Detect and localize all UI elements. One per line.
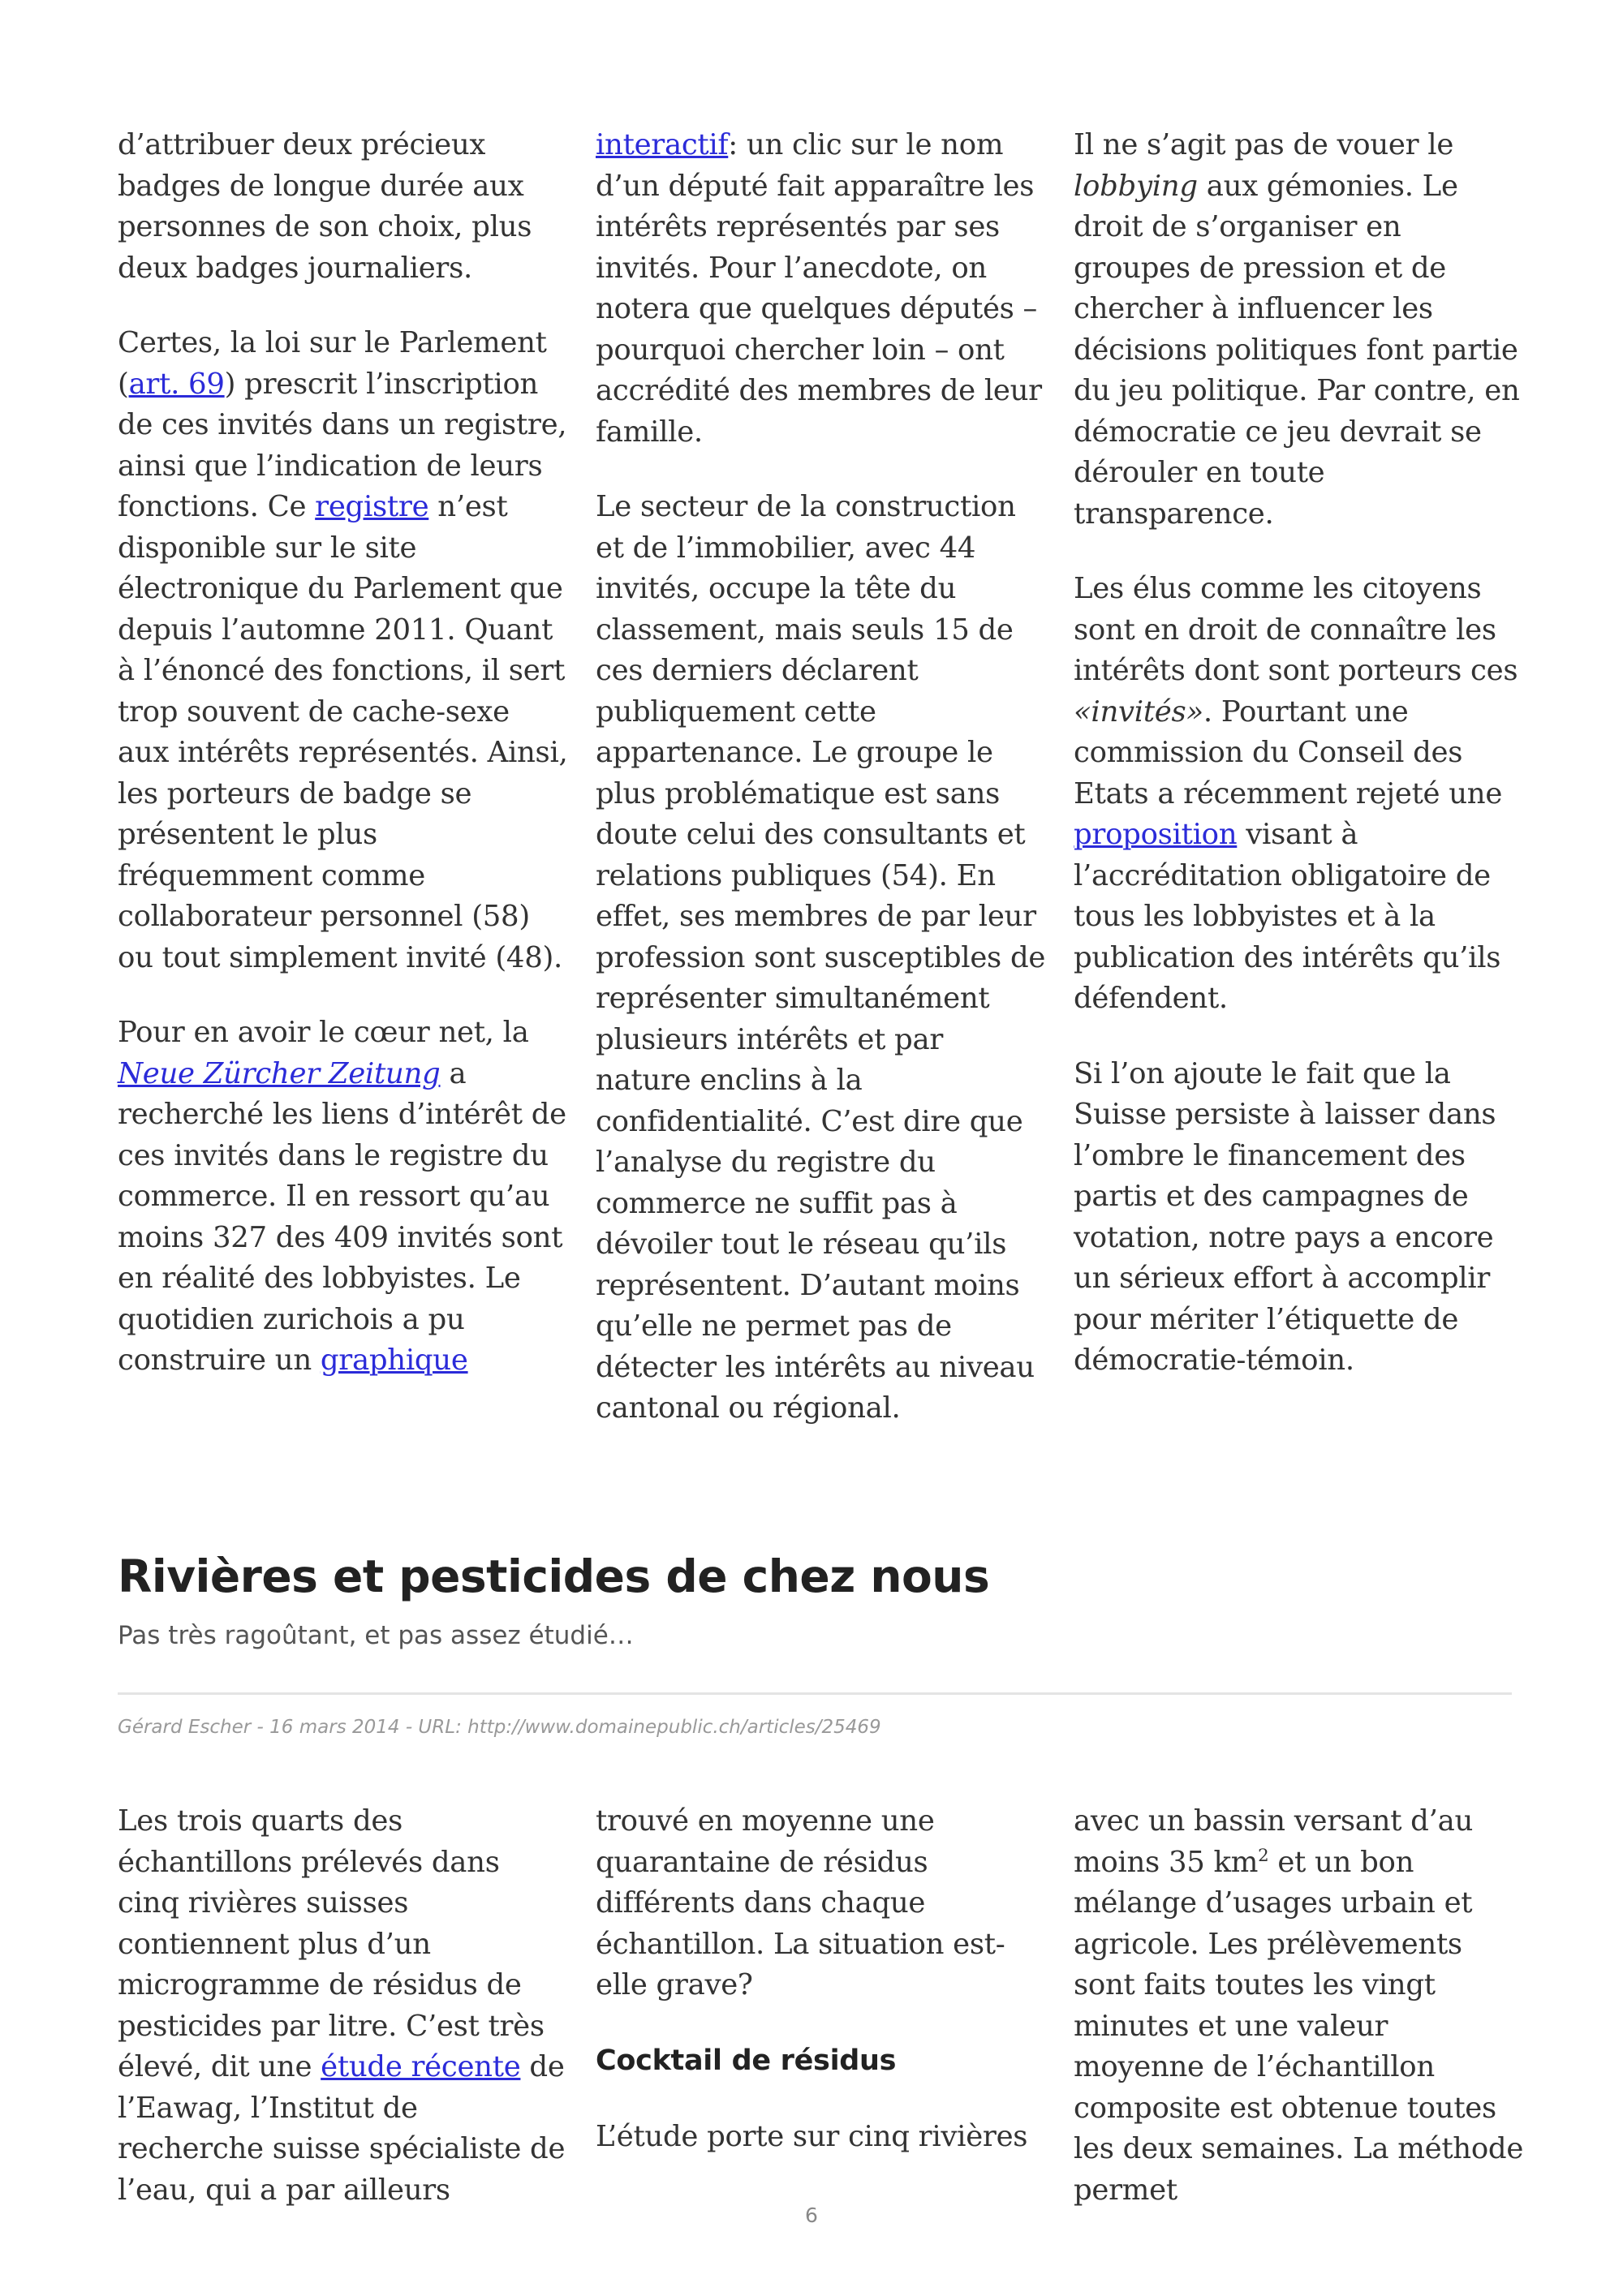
prev-article-column-1 xyxy=(118,125,568,1416)
prev-article-column-2 xyxy=(596,125,1046,1464)
paragraph: L’étude porte sur cinq rivières xyxy=(596,2119,1028,2153)
article-subtitle: Pas très ragoûtant, et pas assez étudié… xyxy=(118,1621,634,1650)
paragraph: d’attribuer deux précieux badges de longue durée aux personnes de son choix, plus deux badges journaliers. xyxy=(118,128,532,285)
paragraph: Les élus comme les citoyens sont en droit de connaître les intérêts dont sont porteurs ces «invités». Pourtant une commission du Conseil des Etats a récemment rejeté une proposition visant à l’accréditation obligatoire de tous les lobbyistes et à la publication des intérêts qu’ils défendent. xyxy=(1074,572,1518,1015)
link-nzz[interactable]: Neue Zürcher Zeitung xyxy=(118,1056,441,1090)
link-proposition[interactable]: proposition xyxy=(1074,818,1238,851)
article-column-1 xyxy=(118,1801,568,2245)
paragraph: Il ne s’agit pas de vouer le lobbying aux gémonies. Le droit de s’organiser en groupes de pression et de chercher à influencer les décisions politiques font partie du jeu politique. Par contre, en démocratie ce jeu devrait se dérouler en toute transparence. xyxy=(1074,128,1520,531)
section-heading: Cocktail de résidus xyxy=(596,2044,897,2077)
link-interactif[interactable]: interactif xyxy=(596,128,729,161)
link-etude-recente[interactable]: étude récente xyxy=(321,2050,521,2083)
article-column-2 xyxy=(596,1801,1046,2191)
divider xyxy=(118,1692,1512,1695)
paragraph: interactif: un clic sur le nom d’un député fait apparaître les intérêts représentés par ses invités. Pour l’anecdote, on notera que quelques députés – pourquoi chercher loin – ont accrédité des membres de leur famille. xyxy=(596,128,1042,449)
paragraph: trouvé en moyenne une quarantaine de résidus différents dans chaque échantillon. La situation est-elle grave? xyxy=(596,1804,1005,2001)
link-art-69[interactable]: art. 69 xyxy=(128,367,225,401)
paragraph: Certes, la loi sur le Parlement (art. 69) prescrit l’inscription de ces invités dans un registre, ainsi que l’indication de leurs fonctions. Ce registre n’est disponible sur le site électronique du Parlement que depuis l’automne 2011. Quant à l’énoncé des fonctions, il sert trop souvent de cache-sexe aux intérêts représentés. Ainsi, les porteurs de badge se présentent le plus fréquemment comme collaborateur personnel (58) ou tout simplement invité (48). xyxy=(118,326,568,974)
page-number: 6 xyxy=(805,2204,818,2227)
link-graphique[interactable]: graphique xyxy=(320,1344,468,1377)
paragraph: Pour en avoir le cœur net, la Neue Zürcher Zeitung a recherché les liens d’intérêt de ces invités dans le registre du commerce. Il en ressort qu’au moins 327 des 409 invités sont en réalité des lobbyistes. Le quotidien zurichois a pu construire un graphique xyxy=(118,1016,566,1377)
paragraph: Le secteur de la construction et de l’immobilier, avec 44 invités, occupe la tête du classement, mais seuls 15 de ces derniers déclarent publiquement cette appartenance. Le groupe le plus problématique est sans doute celui des consultants et relations publiques (54). En effet, ses membres de par leur profession sont susceptibles de représenter simultanément plusieurs intérêts et par nature enclins à la confidentialité. C’est dire que l’analyse du registre du commerce ne suffit pas à dévoiler tout le réseau qu’ils représentent. D’autant moins qu’elle ne permet pas de détecter les intérêts au niveau cantonal ou régional. xyxy=(596,490,1046,1425)
article-title: Rivières et pesticides de chez nous xyxy=(118,1550,990,1602)
prev-article-column-3 xyxy=(1074,125,1524,1416)
article-meta: Gérard Escher - 16 mars 2014 - URL: http://www.domainepublic.ch/articles/25469 xyxy=(118,1717,881,1738)
article-column-3 xyxy=(1074,1801,1524,2245)
link-registre[interactable]: registre xyxy=(315,490,429,523)
paragraph: Les trois quarts des échantillons prélevés dans cinq rivières suisses contiennent plus d’un microgramme de résidus de pesticides par litre. C’est très élevé, dit une étude récente de l’Eawag, l’Institut de recherche suisse spécialiste de l’eau, qui a par ailleurs xyxy=(118,1804,566,2207)
paragraph: Si l’on ajoute le fait que la Suisse persiste à laisser dans l’ombre le financement des partis et des campagnes de votation, notre pays a encore un sérieux effort à accomplir pour mériter l’étiquette de démocratie-témoin. xyxy=(1074,1056,1496,1377)
paragraph: avec un bassin versant d’au moins 35 $km^2$ et un bon mélange d’usages urbain et agricole. Les prélèvements sont faits toutes les vingt minutes et une valeur moyenne de l’échantillon composite est obtenue toutes les deux semaines. La méthode permet xyxy=(1074,1804,1524,2207)
